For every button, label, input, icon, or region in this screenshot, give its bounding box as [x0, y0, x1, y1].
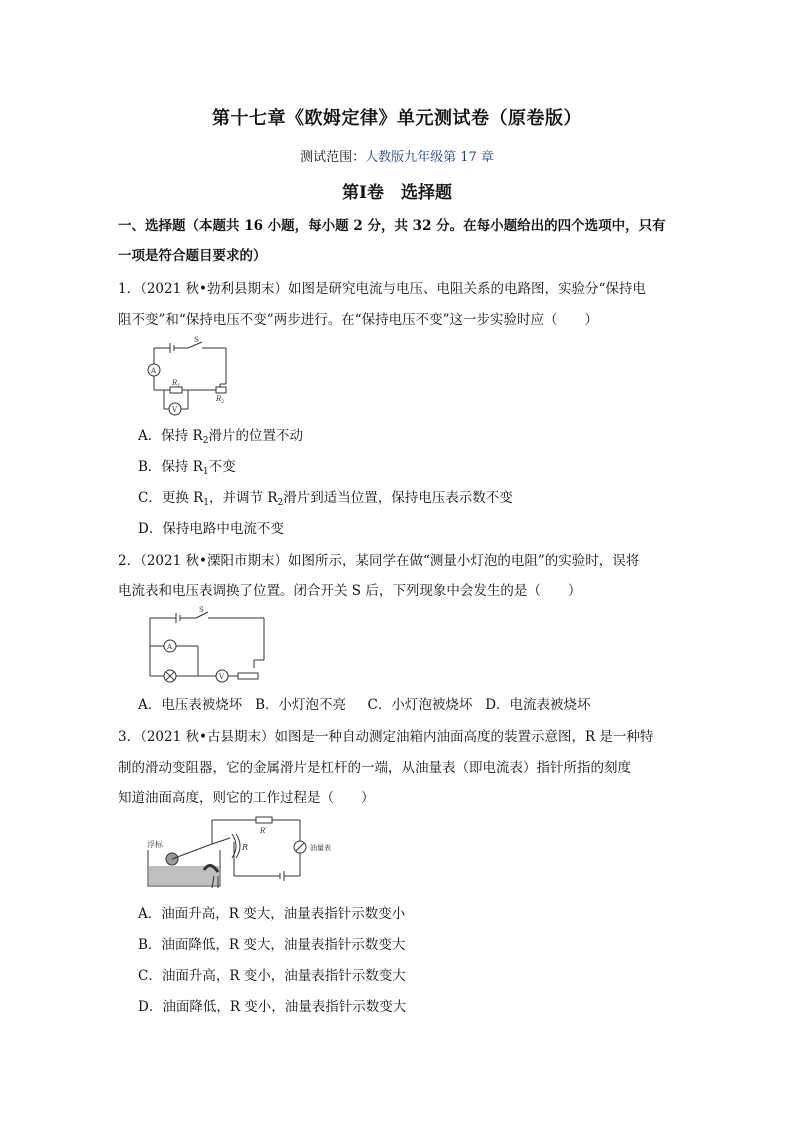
q3-float-label: 浮标 [147, 840, 163, 849]
page-title: 第十七章《欧姆定律》单元测试卷（原卷版） [212, 108, 582, 129]
instructions-line-2: 一项是符合题目要求的） [118, 248, 267, 264]
q3-stem-line-2: 制的滑动变阻器，它的金属滑片是杠杆的一端，从油量表（即电流表）指针所指的刻度 [118, 760, 631, 776]
test-scope-label: 测试范围： [300, 150, 366, 165]
test-scope-value: 人教版九年级第 17 章 [365, 150, 494, 165]
q1-circuit-diagram [140, 334, 240, 416]
q3-r-label: R [242, 843, 249, 852]
q1-option-b-sub: 1 [202, 467, 209, 477]
q1-option-c-rest: 滑片到适当位置，保持电压表示数不变 [283, 490, 513, 506]
q3-stem-line-3: 知道油面高度，则它的工作过程是（ ） [118, 790, 375, 806]
q2-stem-line-1: 2．（2021 秋•溧阳市期末）如图所示，某同学在做“测量小灯泡的电阻”的实验时，误将 [118, 553, 640, 569]
svg-text:R2 [215, 395, 224, 405]
q1-r1-sub: 1 [177, 383, 181, 389]
q2-voltmeter-label: V [219, 673, 225, 681]
q1-r2-sub: 2 [221, 399, 225, 405]
q1-switch-label: S [194, 336, 199, 344]
q2-option-d[interactable]: D．电流表被烧坏 [485, 697, 591, 713]
q1-stem-line-2: 阻不变”和“保持电压不变”两步进行。在“保持电压不变”这一步实验时应（ ） [118, 312, 599, 328]
q3-option-d[interactable]: D．油面降低，R 变小，油量表指针示数变大 [138, 999, 407, 1015]
q3-meter-label: 油量表 [310, 844, 331, 852]
q1-voltmeter-label: V [172, 406, 178, 414]
q2-switch-label: S [199, 606, 204, 614]
q2-stem-line-2: 电流表和电压表调换了位置。闭合开关 S 后，下列现象中会发生的是（ ） [118, 583, 582, 599]
q1-option-b[interactable] [138, 457, 236, 482]
q1-r2-label: R [216, 395, 222, 403]
q2-option-b[interactable]: B．小灯泡不亮 [255, 697, 347, 713]
q3-option-b[interactable]: B．油面降低，R 变大，油量表指针示数变大 [138, 937, 406, 953]
q1-option-a-text: A．保持 R [138, 428, 203, 444]
q3-oil-gauge-diagram [144, 814, 366, 890]
q2-option-a[interactable]: A．电压表被烧坏 [138, 697, 243, 713]
q1-option-b-rest: 不变 [208, 459, 236, 475]
q3-r-prime-label: R′ [260, 827, 267, 835]
q3-option-a[interactable]: A．油面升高，R 变大，油量表指针示数变小 [138, 906, 406, 922]
q3-option-c[interactable]: C．油面升高，R 变小，油量表指针示数变大 [138, 968, 406, 984]
q1-ammeter-label: A [151, 367, 157, 375]
q3-stem-line-1: 3．（2021 秋•古县期末）如图是一种自动测定油箱内油面高度的装置示意图，R 是一种特 [118, 729, 654, 745]
q2-option-c[interactable]: C．小灯泡被烧坏 [367, 697, 473, 713]
q1-option-c-text: C．更换 R [138, 490, 204, 506]
q1-option-a-rest: 滑片的位置不动 [208, 428, 303, 444]
q1-option-c-mid: ，并调节 R [209, 490, 278, 506]
q1-option-a-sub: 2 [202, 436, 209, 446]
q2-ammeter-label: A [167, 643, 173, 651]
q1-option-a[interactable] [138, 426, 303, 451]
q2-options [138, 695, 591, 715]
q1-option-b-text: B．保持 R [138, 459, 203, 475]
section-heading: 第Ⅰ卷 选择题 [342, 183, 452, 203]
q1-stem-line-1: 1．（2021 秋•勃利县期末）如图是研究电流与电压、电阻关系的电路图，实验分“保持电 [118, 281, 646, 297]
q1-option-d[interactable]: D．保持电路中电流不变 [138, 521, 284, 537]
q1-option-c-sub2: 2 [277, 498, 284, 508]
test-scope [0, 146, 794, 165]
q1-r1-label: R [172, 379, 178, 387]
instructions-line-1: 一、选择题（本题共 16 小题，每小题 2 分，共 32 分。在每小题给出的四个选项中，只有 [118, 218, 666, 234]
q2-circuit-diagram [140, 604, 272, 686]
q1-option-c[interactable] [138, 488, 513, 513]
q1-option-c-sub: 1 [203, 498, 210, 508]
